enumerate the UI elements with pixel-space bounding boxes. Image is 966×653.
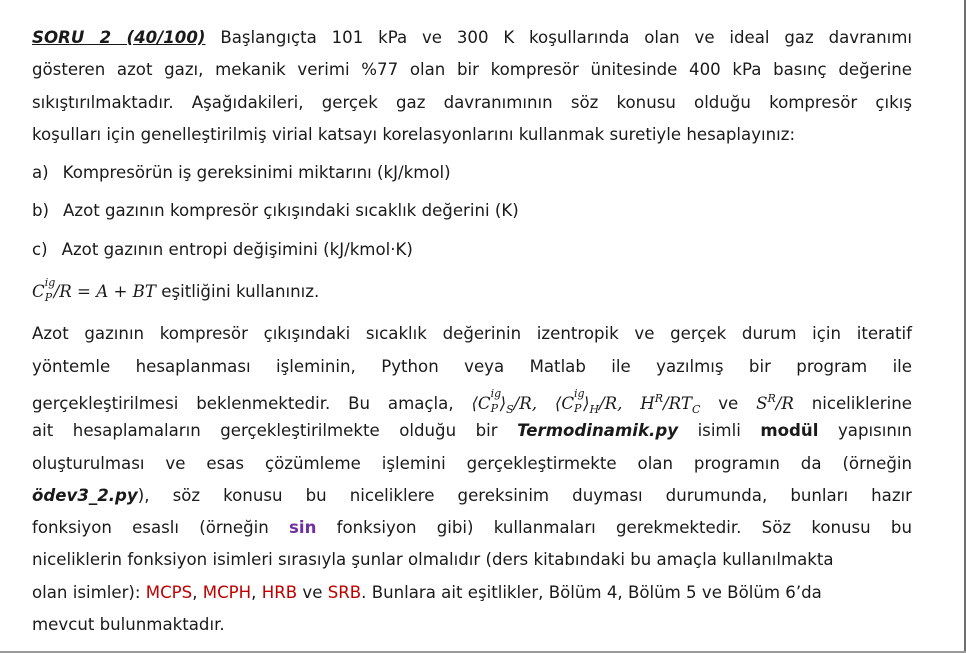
list-item-c <box>32 234 912 266</box>
instruction-text: ), söz konusu bu niceliklere gereksinim duyması durumunda, bunları hazır <box>137 485 912 505</box>
list-item-a <box>32 157 912 189</box>
instruction-text: olan isimler): <box>32 582 141 602</box>
item-label: b) <box>32 201 50 221</box>
instruction-line-2: yöntemle hesaplanması işleminin, Python veya Matlab ile yazılmış bir program ile <box>32 356 912 376</box>
instruction-text: isimli <box>697 421 741 441</box>
list-item-b <box>32 195 912 227</box>
instruction-text: . Bunlara ait eşitlikler, Bölüm 4, Bölüm 5 ve Bölüm 6’da <box>361 582 822 602</box>
instruction-line-9 <box>32 577 912 609</box>
function-name-srb: SRB <box>327 582 362 602</box>
item-text: Azot gazının kompresör çıkışındaki sıcaklık değerini (K) <box>63 201 519 221</box>
equation-line <box>32 276 912 308</box>
question-title: SORU 2 (40/100) <box>32 28 206 47</box>
instruction-line-1: Azot gazının kompresör çıkışındaki sıcaklık değerinin izentropik ve gerçek durum için iteratif <box>32 324 912 344</box>
instruction-text: gerçekleştirilmesi beklenmektedir. Bu amaçla, <box>32 393 454 413</box>
instruction-text: ve <box>718 393 739 413</box>
item-text: Azot gazının entropi değişimini (kJ/kmol·K) <box>61 239 413 259</box>
module-filename: Termodinamik.py <box>517 421 679 441</box>
sin-keyword: sin <box>289 518 317 538</box>
instruction-text: fonksiyon esaslı (örneğin <box>32 518 269 538</box>
instruction-text: fonksiyon gibi) kullanmaları gerekmektedir. Söz konusu bu <box>336 518 912 538</box>
instruction-line-3 <box>32 383 912 415</box>
module-word: modül <box>760 421 819 441</box>
instruction-text: yapısının <box>837 421 913 441</box>
intro-line-2: gösteren azot gazı, mekanik verimi %77 olan bir kompresör ünitesinde 400 kPa basınç değerine <box>32 60 912 80</box>
instruction-line-6 <box>32 480 912 512</box>
item-text: Kompresörün iş gereksinimi miktarını (kJ/kmol) <box>62 163 451 183</box>
intro-line-4: koşulları için genelleştirilmiş virial katsayı korelasyonlarını kullanmak suretiyle hesaplayınız: <box>32 124 796 144</box>
hrb-symbol: $H^R/RT_C$ <box>640 391 701 416</box>
mcps-symbol: ⟨C ig P $⟩_S/R$, <box>471 387 537 416</box>
question-body <box>32 22 912 641</box>
instruction-text: ve <box>302 582 323 602</box>
item-label: c) <box>32 239 48 259</box>
separator: , <box>251 582 257 602</box>
instruction-text: niceliklerine <box>811 393 912 413</box>
instruction-line-10: mevcut bulunmaktadır. <box>32 615 225 635</box>
intro-line-1 <box>32 22 912 54</box>
separator: , <box>192 582 198 602</box>
instruction-line-8: niceliklerin fonksiyon isimleri sırasıyla şunlar olmalıdır (ders kitabındaki bu amaçla kullanılmakta <box>32 550 834 570</box>
instruction-line-4 <box>32 415 912 447</box>
intro-line-3: sıkıştırılmaktadır. Aşağıdakileri, gerçek gaz davranımının söz konusu olduğu kompresör çıkış <box>32 92 912 112</box>
srb-symbol: $S^R/R$ <box>756 391 794 413</box>
instruction-text: ait hesaplamaların gerçekleştirilmekte olduğu bir <box>32 421 498 441</box>
item-label: a) <box>32 163 49 183</box>
instruction-line-5: oluşturulması ve esas çözümleme işlemini gerçekleştirmekte olan programın da (örneğin <box>32 453 912 473</box>
mcph-symbol: ⟨C ig P $⟩_H/R$, <box>554 387 623 416</box>
equation-note: eşitliğini kullanınız. <box>161 282 320 302</box>
function-name-hrb: HRB <box>261 582 298 602</box>
function-name-mcph: MCPH <box>202 582 252 602</box>
function-name-mcps: MCPS <box>145 582 193 602</box>
intro-text-1: Başlangıçta 101 kPa ve 300 K koşullarında olan ve ideal gaz davranımı <box>220 28 912 47</box>
example-filename: ödev3_2.py <box>32 485 138 505</box>
instruction-line-7 <box>32 512 912 544</box>
cp-equation: C ig P /R = A + BT <box>32 275 156 304</box>
